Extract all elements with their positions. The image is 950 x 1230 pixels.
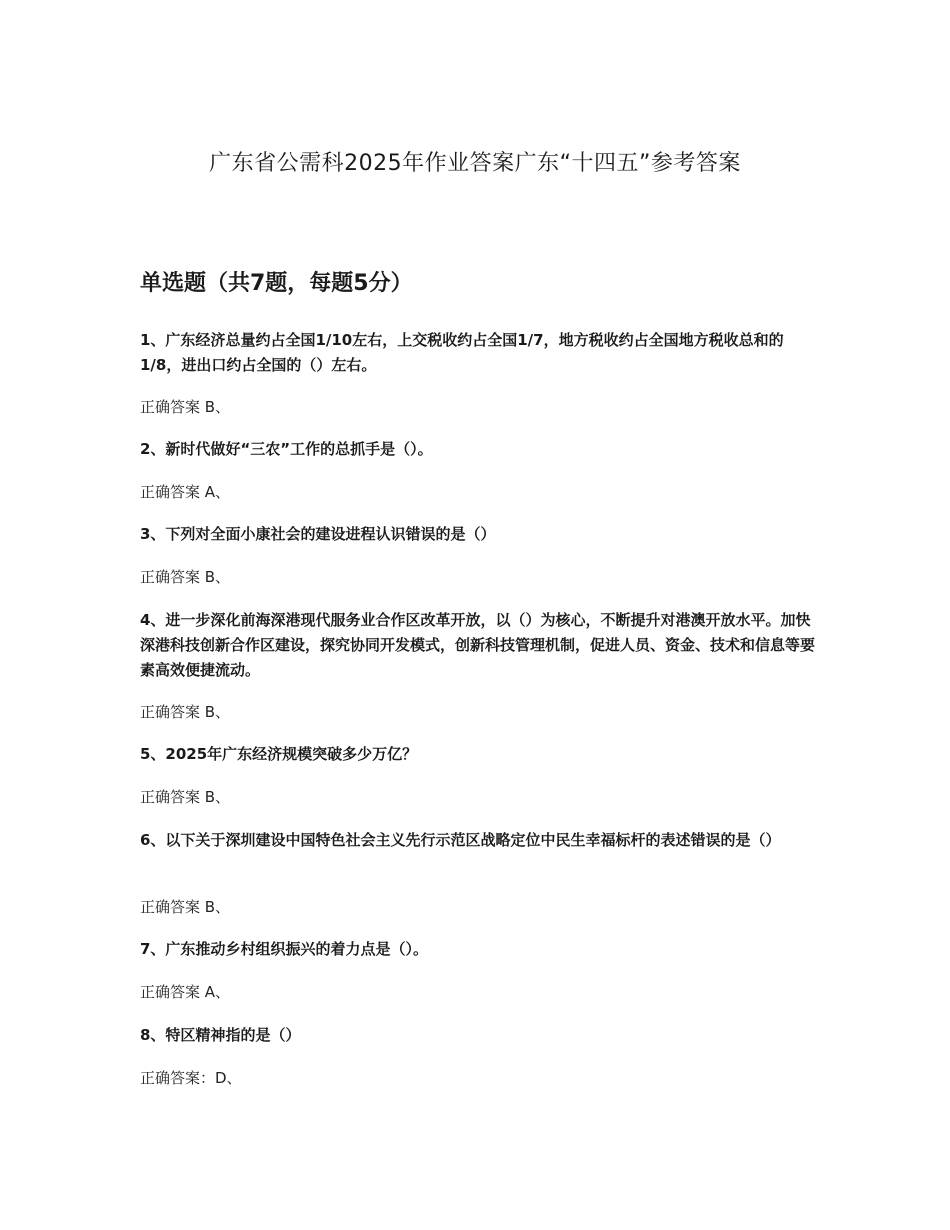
answer-2: 正确答案 A、 (140, 483, 231, 501)
question-6: 6、以下关于深圳建设中国特色社会主义先行示范区战略定位中民生幸福标杆的表述错误的是（） (140, 831, 781, 849)
answer-1: 正确答案 B、 (140, 398, 231, 416)
document-title: 广东省公需科2025年作业答案广东“十四五”参考答案 (209, 151, 741, 176)
answer-3: 正确答案 B、 (140, 568, 231, 586)
question-7: 7、广东推动乡村组织振兴的着力点是（）。 (140, 940, 428, 958)
question-3: 3、下列对全面小康社会的建设进程认识错误的是（） (140, 525, 496, 543)
answer-5: 正确答案 B、 (140, 788, 231, 806)
answer-8: 正确答案：D、 (140, 1069, 242, 1087)
answer-7: 正确答案 A、 (140, 983, 231, 1001)
answer-4: 正确答案 B、 (140, 703, 231, 721)
question-1: 1、广东经济总量约占全国1/10左右，上交税收约占全国1/7，地方税收约占全国地方税收总和的1/8，进出口约占全国的（）左右。 (140, 331, 784, 374)
question-8: 8、特区精神指的是（） (140, 1026, 301, 1044)
question-5: 5、2025年广东经济规模突破多少万亿？ (140, 745, 418, 763)
section-heading: 单选题（共7题，每题5分） (140, 271, 413, 296)
answer-6: 正确答案 B、 (140, 898, 231, 916)
question-2: 2、新时代做好“三农”工作的总抓手是（）。 (140, 440, 433, 458)
question-4: 4、进一步深化前海深港现代服务业合作区改革开放，以（）为核心，不断提升对港澳开放水平。加快深港科技创新合作区建设，探究协同开发模式，创新科技管理机制，促进人员、资金、技术和信息等要素高效便捷流动。 (140, 611, 816, 679)
